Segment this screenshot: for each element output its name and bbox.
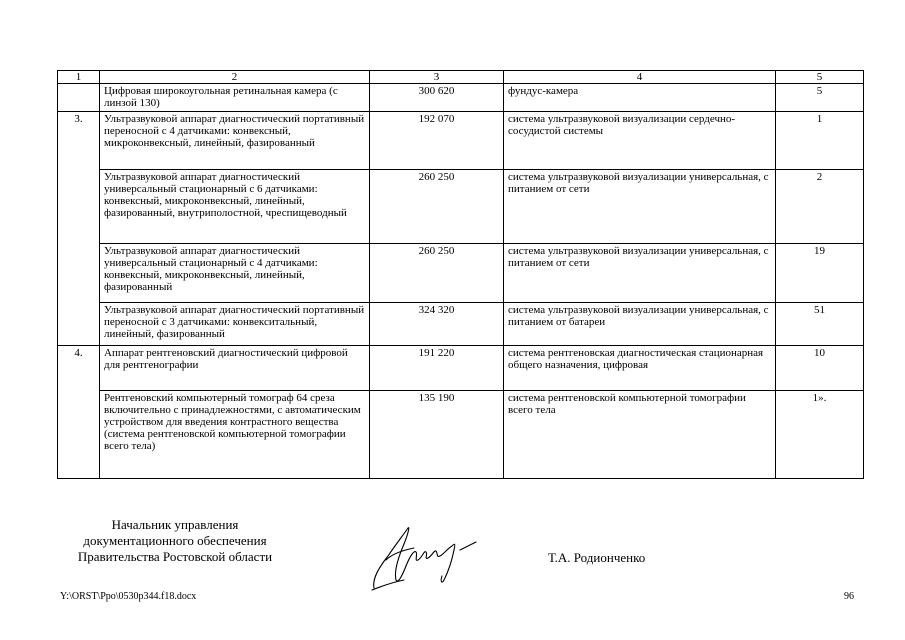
price-value: 135 190 [370,391,504,479]
quantity-value: 10 [776,346,864,391]
table-row [58,346,864,391]
table-row [58,391,864,479]
equipment-name: Аппарат рентгеновский диагностический цифровой для рентгенографии [100,346,370,391]
equipment-name: Ультразвуковой аппарат диагностический универсальный стационарный с 4 датчиками: конвексный, микроконвексный, линейный, фазированный [100,244,370,303]
row-number [58,244,100,303]
table-row [58,244,864,303]
price-value: 260 250 [370,170,504,244]
quantity-value: 51 [776,303,864,346]
table-row [58,170,864,244]
col-header-1: 1 [58,71,100,84]
row-number [58,303,100,346]
signatory-title-line: Начальник управления [111,517,239,532]
equipment-type: система ультразвуковой визуализации универсальная, с питанием от батареи [504,303,776,346]
table-row [58,84,864,112]
equipment-type: система ультразвуковой визуализации сердечно-сосудистой системы [504,112,776,170]
col-header-4: 4 [504,71,776,84]
quantity-value: 1». [776,391,864,479]
equipment-name: Цифровая широкоугольная ретинальная камера (с линзой 130) [100,84,370,112]
equipment-type: система рентгеновская диагностическая стационарная общего назначения, цифровая [504,346,776,391]
table-row [58,303,864,346]
price-value: 324 320 [370,303,504,346]
equipment-name: Рентгеновский компьютерный томограф 64 среза включительно с принадлежностями, с автоматическим устройством для введения контрастного вещества (система рентгеновской компьютерной томографии всего тела) [100,391,370,479]
page-number: 96 [844,591,854,602]
quantity-value: 1 [776,112,864,170]
row-number: 4. [58,346,100,391]
row-number: 3. [58,112,100,170]
price-value: 191 220 [370,346,504,391]
equipment-type: фундус-камера [504,84,776,112]
table-header-row [58,71,864,84]
quantity-value: 19 [776,244,864,303]
signatory-name: Т.А. Родионченко [548,550,646,565]
equipment-table [57,70,864,479]
price-value: 260 250 [370,244,504,303]
equipment-type: система рентгеновской компьютерной томографии всего тела [504,391,776,479]
signatory-title-line: Правительства Ростовской области [77,549,273,564]
equipment-name: Ультразвуковой аппарат диагностический универсальный стационарный с 6 датчиками: конвексный, микроконвексный, линейный, фазированный, внутриполостной, чреспищеводный [100,170,370,244]
quantity-value: 2 [776,170,864,244]
col-header-5: 5 [776,71,864,84]
row-number [58,84,100,112]
equipment-name: Ультразвуковой аппарат диагностический портативный переносной с 4 датчиками: конвексный, микроконвексный, линейный, фазированный [100,112,370,170]
handwritten-signature [368,520,488,595]
price-value: 300 620 [370,84,504,112]
equipment-name: Ультразвуковой аппарат диагностический портативный переносной с 3 датчиками: конвекситальный, линейный, фазированный [100,303,370,346]
table-row [58,112,864,170]
signatory-title [50,517,300,565]
quantity-value: 5 [776,84,864,112]
row-number [58,170,100,244]
signatory-title-line: документационного обеспечения [83,533,267,548]
equipment-type: система ультразвуковой визуализации универсальная, с питанием от сети [504,170,776,244]
file-path: Y:\ORST\Ppo\0530p344.f18.docx [60,591,197,602]
col-header-3: 3 [370,71,504,84]
col-header-2: 2 [100,71,370,84]
price-value: 192 070 [370,112,504,170]
row-number [58,391,100,479]
equipment-type: система ультразвуковой визуализации универсальная, с питанием от сети [504,244,776,303]
